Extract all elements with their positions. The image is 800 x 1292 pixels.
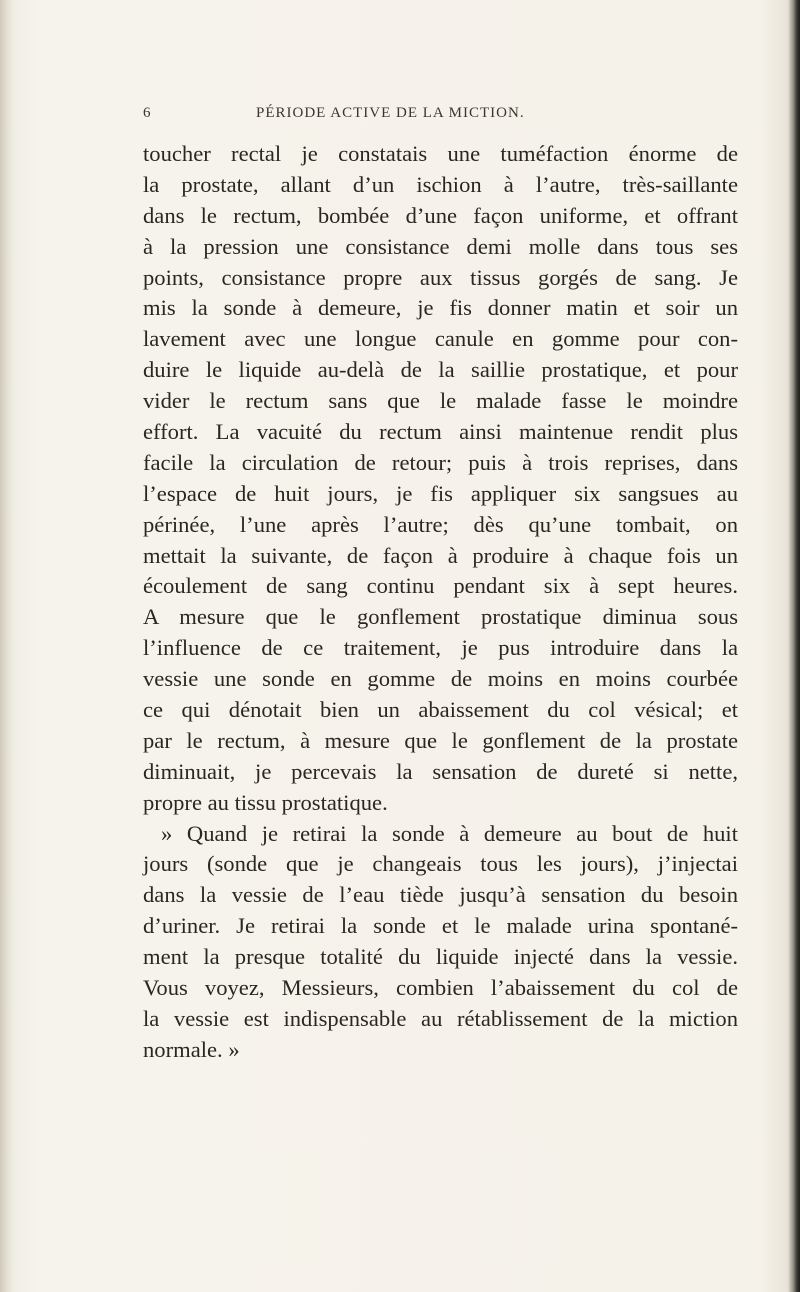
text-line: d’uriner. Je retirai la sonde et le malade urina spontané-: [143, 913, 738, 939]
text-line: périnée, l’une après l’autre; dès qu’une tombait, on: [143, 511, 738, 537]
text-line: l’espace de huit jours, je fis appliquer six sangsues au: [143, 480, 738, 506]
binding-shadow: [0, 0, 14, 1292]
text-line: écoulement de sang continu pendant six à sept heures.: [143, 573, 738, 599]
text-line: la prostate, allant d’un ischion à l’autre, très-saillante: [143, 171, 738, 197]
text-line: ce qui dénotait bien un abaissement du col vésical; et: [143, 697, 738, 723]
text-line: dans le rectum, bombée d’une façon uniforme, et offrant: [143, 202, 738, 228]
text-line: » Quand je retirai la sonde à demeure au bout de huit: [161, 820, 738, 846]
text-line: mis la sonde à demeure, je fis donner matin et soir un: [143, 295, 738, 321]
body-text: [143, 139, 738, 1066]
text-line: diminuait, je percevais la sensation de dureté si nette,: [143, 758, 738, 784]
page-edge-shadow: [788, 0, 800, 1292]
text-line: A mesure que le gonflement prostatique diminua sous: [143, 604, 738, 630]
text-line: ment la presque totalité du liquide injecté dans la vessie.: [143, 944, 738, 970]
text-line: à la pression une consistance demi molle dans tous ses: [143, 233, 738, 259]
text-line: lavement avec une longue canule en gomme pour con-: [143, 326, 738, 352]
text-line: facile la circulation de retour; puis à trois reprises, dans: [143, 449, 738, 475]
text-line: duire le liquide au-delà de la saillie prostatique, et pour: [143, 357, 738, 383]
text-line: par le rectum, à mesure que le gonflement de la prostate: [143, 727, 738, 753]
text-line: points, consistance propre aux tissus gorgés de sang. Je: [143, 264, 738, 290]
running-head: PÉRIODE ACTIVE DE LA MICTION.: [256, 105, 525, 121]
text-line: toucher rectal je constatais une tuméfaction énorme de: [143, 141, 738, 166]
text-line: dans la vessie de l’eau tiède jusqu’à sensation du besoin: [143, 882, 738, 908]
text-line: propre au tissu prostatique.: [143, 789, 388, 815]
text-line: jours (sonde que je changeais tous les jours), j’injectai: [143, 851, 738, 877]
text-line: Vous voyez, Messieurs, combien l’abaissement du col de: [143, 975, 738, 1001]
text-line: mettait la suivante, de façon à produire à chaque fois un: [143, 542, 738, 568]
text-line: la vessie est indispensable au rétablissement de la miction: [143, 1005, 738, 1031]
text-line: vessie une sonde en gomme de moins en moins courbée: [143, 666, 738, 692]
text-line: l’influence de ce traitement, je pus introduire dans la: [143, 635, 738, 661]
text-line: effort. La vacuité du rectum ainsi maintenue rendit plus: [143, 419, 738, 445]
page-header: [143, 105, 703, 129]
page-number: 6: [143, 105, 152, 121]
text-line: normale. »: [143, 1036, 240, 1062]
text-line: vider le rectum sans que le malade fasse le moindre: [143, 388, 738, 414]
